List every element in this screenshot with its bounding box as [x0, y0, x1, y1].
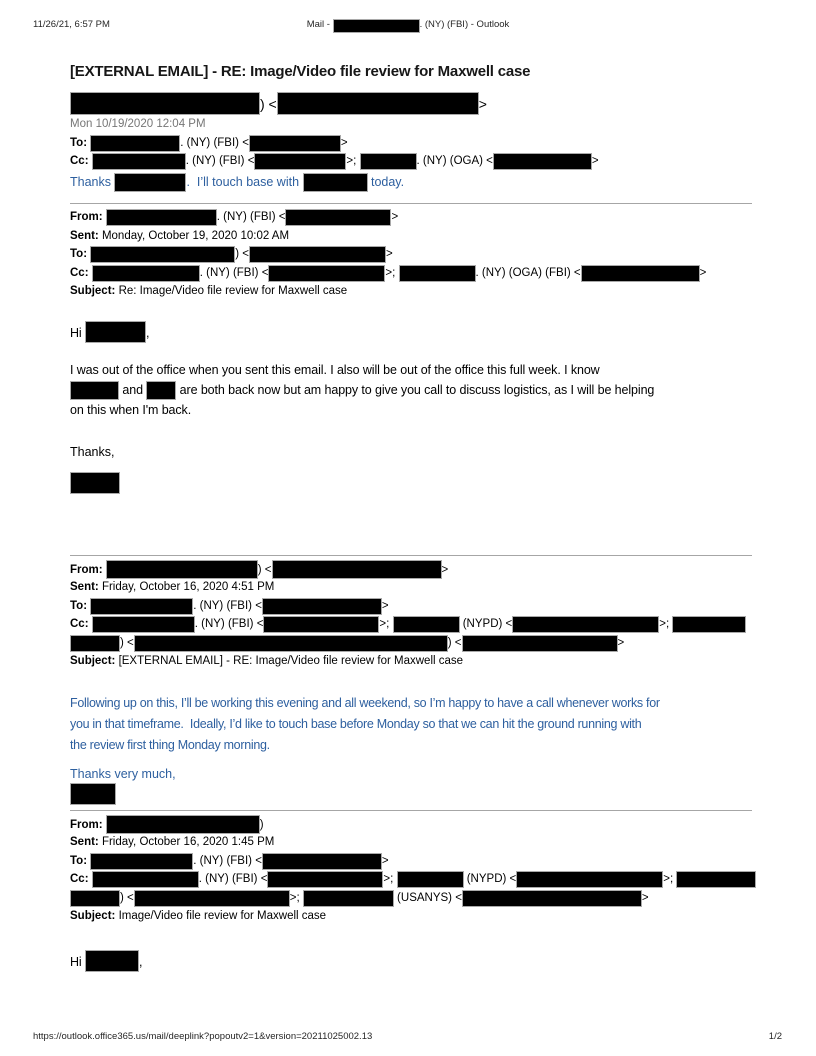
redaction-bar [262, 853, 382, 870]
text-segment: . (NY) (FBI) < [199, 266, 269, 279]
redaction-bar [249, 135, 341, 152]
redaction-bar [262, 598, 382, 615]
from-line [70, 208, 764, 227]
address-block [70, 134, 764, 170]
redaction-bar [70, 92, 260, 115]
text-segment: . (NY) (FBI) < [216, 211, 286, 223]
text-segment: > [641, 891, 649, 904]
redaction-bar [70, 635, 120, 652]
redaction-bar [512, 616, 659, 633]
redaction-bar [92, 871, 199, 888]
field-label: Sent: [70, 229, 102, 242]
field-label: Subject: [70, 285, 119, 297]
text-segment: >; [663, 873, 677, 885]
redaction-bar [672, 616, 746, 633]
text-segment: > [617, 636, 625, 649]
body-line [70, 400, 764, 420]
text-segment: Friday, October 16, 2020 1:45 PM [101, 836, 275, 848]
field-label: Subject: [70, 910, 119, 922]
field-label: Cc: [70, 873, 92, 885]
text-segment: > [340, 137, 348, 149]
redaction-bar [333, 19, 420, 33]
message-paragraph [70, 693, 764, 756]
body-line [70, 360, 764, 380]
text-segment: . I’ll touch base with [186, 175, 303, 189]
redaction-bar [106, 209, 217, 226]
text-segment: . (NY) (FBI) < [198, 873, 268, 885]
cc-line [70, 615, 764, 634]
to-line [70, 134, 764, 152]
redaction-bar [90, 246, 235, 263]
print-timestamp: 11/26/21, 6:57 PM [33, 19, 110, 30]
text-segment: ) [259, 818, 264, 831]
cc-line-continued [70, 889, 764, 908]
text-segment: . (NY) (FBI) < [193, 599, 262, 612]
text-segment: . (NY) (OGA) < [416, 155, 493, 167]
latest-message [70, 92, 764, 192]
text-segment: Thanks [70, 175, 115, 189]
text-segment: . (NY) (OGA) (FBI) < [475, 266, 581, 279]
redaction-bar [146, 381, 176, 400]
field-label: Sent: [70, 836, 102, 848]
text-segment: ) < [120, 891, 134, 904]
text-segment: > [591, 155, 599, 167]
redaction-bar [303, 890, 394, 907]
body-line [70, 735, 764, 756]
text-segment: > [385, 248, 393, 260]
text-segment: I was out of the office when you sent this email. I also will be out of the office this full week. I know [70, 362, 600, 377]
section-divider [70, 810, 752, 811]
redaction-bar [272, 560, 442, 579]
section-divider [70, 555, 752, 556]
redaction-bar [303, 173, 368, 192]
redaction-bar [70, 472, 120, 494]
sent-line [70, 227, 764, 246]
quoted-message-3 [70, 810, 764, 972]
field-label: From: [70, 563, 106, 576]
greeting-line [70, 950, 764, 972]
redaction-bar [397, 871, 464, 888]
email-content [70, 56, 764, 972]
field-label: To: [70, 854, 91, 867]
redaction-bar [134, 890, 290, 907]
page-url: https://outlook.office365.us/mail/deeplink?popoutv2=1&version=20211025002.13 [33, 1031, 373, 1042]
redaction-bar [254, 153, 346, 170]
text-segment: > [381, 599, 389, 612]
text-segment: ) < [120, 636, 134, 649]
text-segment: , [138, 954, 143, 969]
to-line [70, 597, 764, 616]
text-segment: > [441, 563, 449, 576]
from-line [70, 815, 764, 834]
redaction-bar [92, 265, 200, 282]
text-segment: . (NY) (FBI) < [194, 618, 264, 630]
body-line [70, 380, 764, 400]
redaction-bar [581, 265, 700, 282]
text-segment: >; [346, 155, 360, 167]
field-label: Sent: [70, 581, 102, 593]
text-segment: ) < [447, 636, 462, 649]
closing-line: Thanks very much, [70, 766, 176, 781]
text-segment: (USANYS) < [393, 891, 462, 904]
text-segment: . (NY) (FBI) < [185, 155, 255, 167]
redaction-bar [399, 265, 476, 282]
text-segment: >; [383, 873, 397, 885]
sender-line [70, 92, 764, 114]
field-label: Cc: [70, 266, 92, 279]
sent-line [70, 578, 764, 597]
text-segment: today. [367, 175, 405, 189]
from-line [70, 560, 764, 579]
signature-redaction [70, 472, 764, 492]
closing-line: Thanks, [70, 444, 115, 459]
redaction-bar [249, 246, 386, 263]
to-line [70, 245, 764, 264]
signature-redaction [70, 783, 764, 803]
text-segment: ) < [235, 248, 249, 260]
subject-line [70, 907, 764, 926]
redaction-bar [267, 871, 383, 888]
redaction-bar [90, 598, 193, 615]
redaction-bar [462, 635, 618, 652]
quoted-message-1 [70, 203, 764, 492]
text-segment: > [699, 266, 707, 279]
received-date: Mon 10/19/2020 12:04 PM [70, 118, 206, 130]
cc-line [70, 152, 764, 170]
subject-line [70, 652, 764, 671]
redaction-bar [268, 265, 385, 282]
document-title [0, 19, 816, 30]
redaction-bar [92, 153, 186, 170]
text-segment: >; [289, 891, 303, 904]
redaction-bar [493, 153, 592, 170]
text-segment: . (NY) (FBI) - Outlook [419, 19, 510, 30]
redaction-bar [462, 890, 642, 907]
text-segment: [EXTERNAL EMAIL] - RE: Image/Video file review for Maxwell case [118, 655, 464, 667]
cc-line [70, 870, 764, 889]
redaction-bar [114, 173, 186, 192]
section-divider [70, 203, 752, 204]
field-label: To: [70, 137, 91, 149]
redaction-bar [92, 616, 195, 633]
redaction-bar [70, 890, 120, 907]
text-segment: >; [385, 266, 399, 279]
redaction-bar [106, 815, 260, 834]
cc-line [70, 264, 764, 283]
text-segment: Mail - [306, 19, 333, 30]
text-segment: (NYPD) < [463, 873, 517, 885]
redaction-bar [285, 209, 391, 226]
subject-heading: [EXTERNAL EMAIL] - RE: Image/Video file review for Maxwell case [70, 63, 531, 80]
text-segment: Re: Image/Video file review for Maxwell case [118, 285, 348, 297]
to-line [70, 852, 764, 871]
redaction-bar [70, 783, 116, 805]
field-label: Cc: [70, 155, 92, 167]
body-line [70, 714, 764, 735]
redaction-bar [516, 871, 663, 888]
text-segment: and [119, 382, 147, 397]
field-label: Cc: [70, 618, 92, 630]
text-segment: are both back now but am happy to give you call to discuss logistics, as I will be helping [176, 382, 655, 397]
text-segment: Hi [70, 954, 85, 969]
redaction-bar [134, 635, 448, 652]
quoted-message-2 [70, 555, 764, 803]
subject-line [70, 282, 764, 301]
text-segment: . (NY) (FBI) < [193, 854, 262, 867]
redaction-bar [70, 381, 119, 400]
text-segment: ) < [257, 563, 272, 576]
text-segment: (NYPD) < [459, 618, 513, 630]
text-segment: >; [659, 618, 673, 630]
redaction-bar [393, 616, 460, 633]
print-header [0, 19, 816, 33]
redaction-bar [90, 135, 180, 152]
page-number: 1/2 [768, 1031, 782, 1042]
redaction-bar [676, 871, 756, 888]
redaction-bar [85, 950, 139, 972]
redaction-bar [106, 560, 258, 579]
text-segment: >; [379, 618, 393, 630]
text-segment: Hi [70, 325, 85, 340]
redaction-bar [85, 321, 146, 343]
text-segment: Friday, October 16, 2020 4:51 PM [101, 581, 275, 593]
redaction-bar [360, 153, 417, 170]
reply-note-line [70, 173, 764, 192]
text-segment: > [381, 854, 389, 867]
text-segment: Image/Video file review for Maxwell case [118, 910, 327, 922]
text-segment: on this when I'm back. [70, 402, 192, 417]
print-footer [33, 1031, 782, 1042]
redaction-bar [90, 853, 193, 870]
text-segment: > [391, 211, 399, 223]
text-segment: ) < [260, 96, 277, 112]
text-segment: > [478, 96, 487, 112]
text-segment: the review first thing Monday morning. [70, 737, 270, 752]
text-segment: you in that timeframe. Ideally, I’d like to touch base before Monday so that we can hit the ground running with [70, 716, 642, 731]
text-segment: Monday, October 19, 2020 10:02 AM [101, 229, 290, 242]
redaction-bar [277, 92, 479, 115]
field-label: To: [70, 599, 91, 612]
message-paragraph [70, 360, 764, 420]
text-segment: , [145, 325, 150, 340]
redaction-bar [263, 616, 379, 633]
cc-line-continued [70, 634, 764, 653]
greeting-line [70, 321, 764, 343]
field-label: From: [70, 818, 106, 831]
text-segment: Following up on this, I’ll be working this evening and all weekend, so I’m happy to have a call whenever works for [70, 695, 660, 710]
text-segment: . (NY) (FBI) < [180, 137, 249, 149]
field-label: From: [70, 211, 106, 223]
body-line [70, 693, 764, 714]
sent-line [70, 833, 764, 852]
field-label: To: [70, 248, 91, 260]
field-label: Subject: [70, 655, 119, 667]
